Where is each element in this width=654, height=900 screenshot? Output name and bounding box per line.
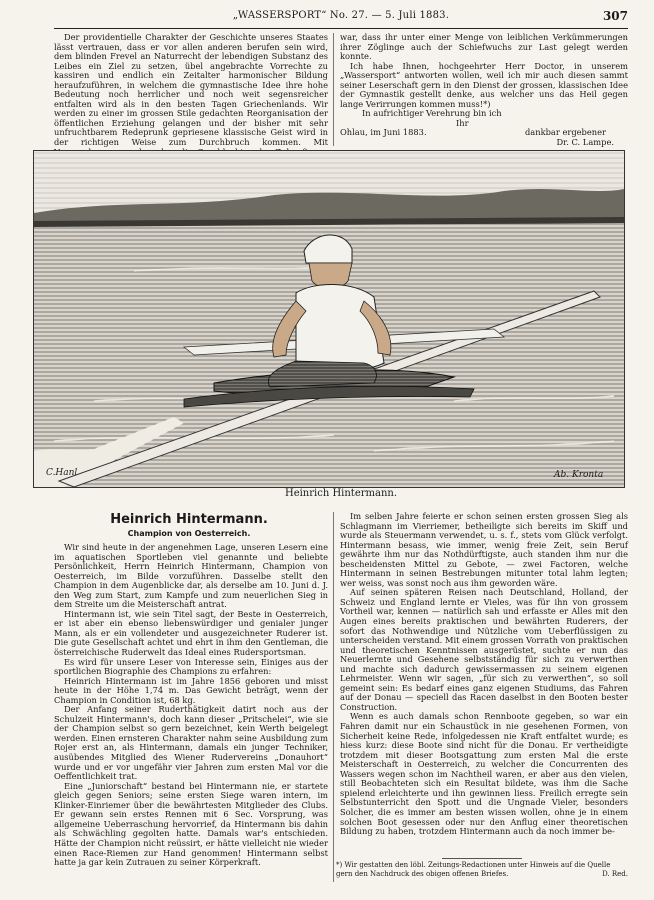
rower-engraving	[33, 150, 625, 488]
letter-closing: dankbar ergebener	[524, 127, 606, 138]
column-divider-article	[333, 512, 334, 882]
letter-paragraph: war, dass ihr unter einer Menge von leiblichen Verkümmerungen ihrer Zöglinge auch der Schiefwuchs zur Last gelegt werden konnte.	[340, 32, 628, 62]
footnote-sign: D. Red.	[602, 869, 628, 878]
page-number: 307	[602, 9, 628, 23]
rower-illustration	[34, 151, 624, 487]
article-subtitle: Champion von Oesterreich.	[127, 529, 251, 538]
article-paragraph: Wir sind heute in der angenehmen Lage, unseren Lesern eine im aquatischen Sportleben viel genannte und beliebte Persönlichkeit, Herrn Heinrich Hintermann, Champion von Oesterreich, im Bilde vorzuführen. Dasselbe stellt den Champion in dem Augenblicke dar, als derselbe am 10. Juni d. J. den Weg zum Start, zum Kampfe und zum neuerlichen Sieg in dem Streite um die Meisterschaft antrat.	[54, 542, 328, 610]
letter-ihr: Ihr	[456, 117, 469, 128]
footnote-text: *) Wir gestatten den löbl. Zeitungs-Redactionen unter Hinweis auf die Quelle gern den Nachdruck des obigen offenen Briefes.	[336, 861, 611, 878]
letter-paragraph: Ich habe Ihnen, hochgeehrter Herr Doctor, in unserem „Wassersport“ antworten wollen, weil ich mir auch diesen sammt seiner Leserschaft gern in den Dienst der grossen, klassischen Idee der Gymnastik gestellt denke, aus welcher uns das Heil gegen lange Verirrungen kommen muss!*)	[340, 60, 628, 109]
article-paragraph: Wenn es auch damals schon Rennboote gegeben, so war ein Fahren damit nur ein Schaustück in nie gesehenen Formen, von Sicherheit keine Rede, infolgedessen nie Kraft entfaltet wurde; es hiess kurz: diese Boote sind nicht für die Donau. Er vertheidigte trotzdem mit dieser Bootsgattung zum ersten Mal die erste Meisterschaft in Oesterreich, zu welcher die Concurrenten des Wassers wegen schon im Nachtheil waren, er aber aus den vielen, still Beobachteten sich ein Resultat bildete, was ihm die Sache spielend erleichterte und ihn gewinnen liess. Freilich erregte sein Selbstunterricht den Spott und die Ungnade Vieler, besonders Solcher, die es immer am besten wissen wollen, ohne je in einem solchen Boot gesessen oder nur den Anflug einer theoretischen Bildung zu haben, trotzdem Hintermann auch da noch immer be-	[340, 711, 628, 837]
artist-signature-left: C.Hanl	[46, 468, 78, 478]
artist-signature-right: Ab. Kronta	[554, 470, 604, 480]
letter-paragraph: In aufrichtiger Verehrung bin ich	[362, 108, 502, 119]
article-paragraph: Es wird für unsere Leser von Interesse sein, Einiges aus der sportlichen Biographie des Champions zu erfahren:	[54, 656, 328, 677]
letter-place-date: Ohlau, im Juni 1883.	[340, 127, 427, 138]
letter-paragraph: Der providentielle Charakter der Geschichte unseres Staates lässt vertrauen, dass er vor allen anderen berufen sein wird, dem blinden Frevel an Naturrecht der lebendigen Substanz des Leibes ein Ziel zu setzen, übel angebrachte Vorrechte zu kassiren und endlich ein Zeitalter harmonischer Bildung heraufzuführen, in welchem die gymnastische Idee ihre hohe Bedeutung noch herrlicher und noch weit segensreicher entfalten wird als in den besten Tagen Griechenlands. Wir werden zu einer im grossen Stile gedachten Reorganisation der öffentlichen Erziehung gelangen und der bisher mit sehr unfruchtbarem Redeprunk gepriesene klassische Geist wird in der richtigen Weise zum Durchbruch kommen. Mit	[54, 32, 328, 148]
article-paragraph: Eine „Juniorschaft“ bestand bei Hintermann nie, er startete gleich gegen Seniors; seine ersten Siege waren intern, im Klinker-Einriemer über die bewährtesten Mitglieder des Clubs. Er gewann sein erstes Rennen mit 6 Sec. Vorsprung, was allgemeine Ueberraschung hervorrief, da Hintermann bis dahin als Schwächling gegolten hatte. Damals war's entschieden. Hätte der Champion nicht reüssirt, er hätte vielleicht nie wieder einen Race-Riemen zur Hand genommen! Hintermann selbst hatte ja gar kein Zutrauen zu seiner Körperkraft.	[54, 780, 328, 868]
figure-caption: Heinrich Hintermann.	[284, 488, 398, 499]
letter-author: Dr. C. Lampe.	[556, 137, 614, 148]
header-title: „WASSERSPORT“ No. 27. — 5. Juli 1883.	[232, 10, 450, 21]
running-header	[54, 10, 628, 26]
letter-column-right	[340, 33, 628, 148]
header-rule	[54, 28, 628, 29]
column-divider-top	[333, 33, 334, 146]
article-column-left	[54, 543, 328, 868]
footnote	[336, 858, 628, 878]
article-column-right	[340, 512, 628, 837]
article-paragraph: Heinrich Hintermann ist im Jahre 1856 geboren und misst heute in der Höhe 1,74 m. Das Gewicht beträgt, wenn der Champion in Condition ist, 68 kg.	[54, 675, 328, 705]
article-paragraph: Hintermann ist, wie sein Titel sagt, der Beste in Oesterreich, er ist aber ein ebenso liebenswürdiger und genialer junger Mann, als er ein vollendeter und ausgezeichneter Ruderer ist. Die gute Gesellschaft achtet und ehrt in ihm den Gentleman, die österreichische Ruderwelt das Ideal eines Rudersportsman.	[54, 608, 328, 658]
article-paragraph: Im selben Jahre feierte er schon seinen ersten grossen Sieg als Schlagmann im Vierriemer, betheiligte sich bereits im Skiff und wurde als Steuermann verwendet, u. s. f., stets vom Glück verfolgt. Hintermann besass, wie immer, wenig freie Zeit, sein Beruf gewährte ihm nur das Nothdürftigste, auch standen ihm nur die bescheidensten Mittel zu Gebote, — zwei Factoren, welche Hintermann in seinen Bestrebungen mitunter total lahm legten; wer weiss, was sonst noch aus ihm geworden wäre.	[340, 511, 628, 588]
article-title: Heinrich Hintermann.	[110, 512, 268, 527]
article-paragraph: Der Anfang seiner Ruderthätigkeit datirt noch aus der Schulzeit Hintermann's, doch kann dieser „Pritschelei“, wie sie der Champion selbst so gern bezeichnet, kein Werth beigelegt werden. Einen ernsteren Charakter nahm seine Ausbildung zum Rojer erst an, als Hintermann, damals ein junger Techniker, ausübendes Mitglied des Wiener Rudervereins „Donauhort“ wurde und er vor ungefähr vier Jahren zum ersten Mal vor die Oeffentlichkeit trat.	[54, 704, 328, 782]
article-paragraph: Auf seinen späteren Reisen nach Deutschland, Holland, der Schweiz und England lernte er Vieles, was für ihn von grossem Vortheil war, kennen — natürlich sah und erfasste er Alles mit den Augen eines bereits praktischen und bewährten Ruderers, der sofort das Nothwendige und Nützliche vom Ueberflüssigen zu unterscheiden verstand. Mit einem grossen Vorrath von praktischen und theoretischen Kenntnissen ausgerüstet, suchte er nun das Neuerlernte und Gesehene selbstständig für sich zu verwerthen und machte sich dadurch gewissermassen zu seinem eigenen Lehrmeister. Wenn wir sagen, „für sich zu verwerthen“, so soll gemeint sein: Es bedarf eines ganz eigenen Studiums, das Fahren auf der Donau — speciell das Racen daselbst in den Booten bester Construction.	[340, 587, 628, 712]
footnote-rule	[442, 858, 522, 859]
